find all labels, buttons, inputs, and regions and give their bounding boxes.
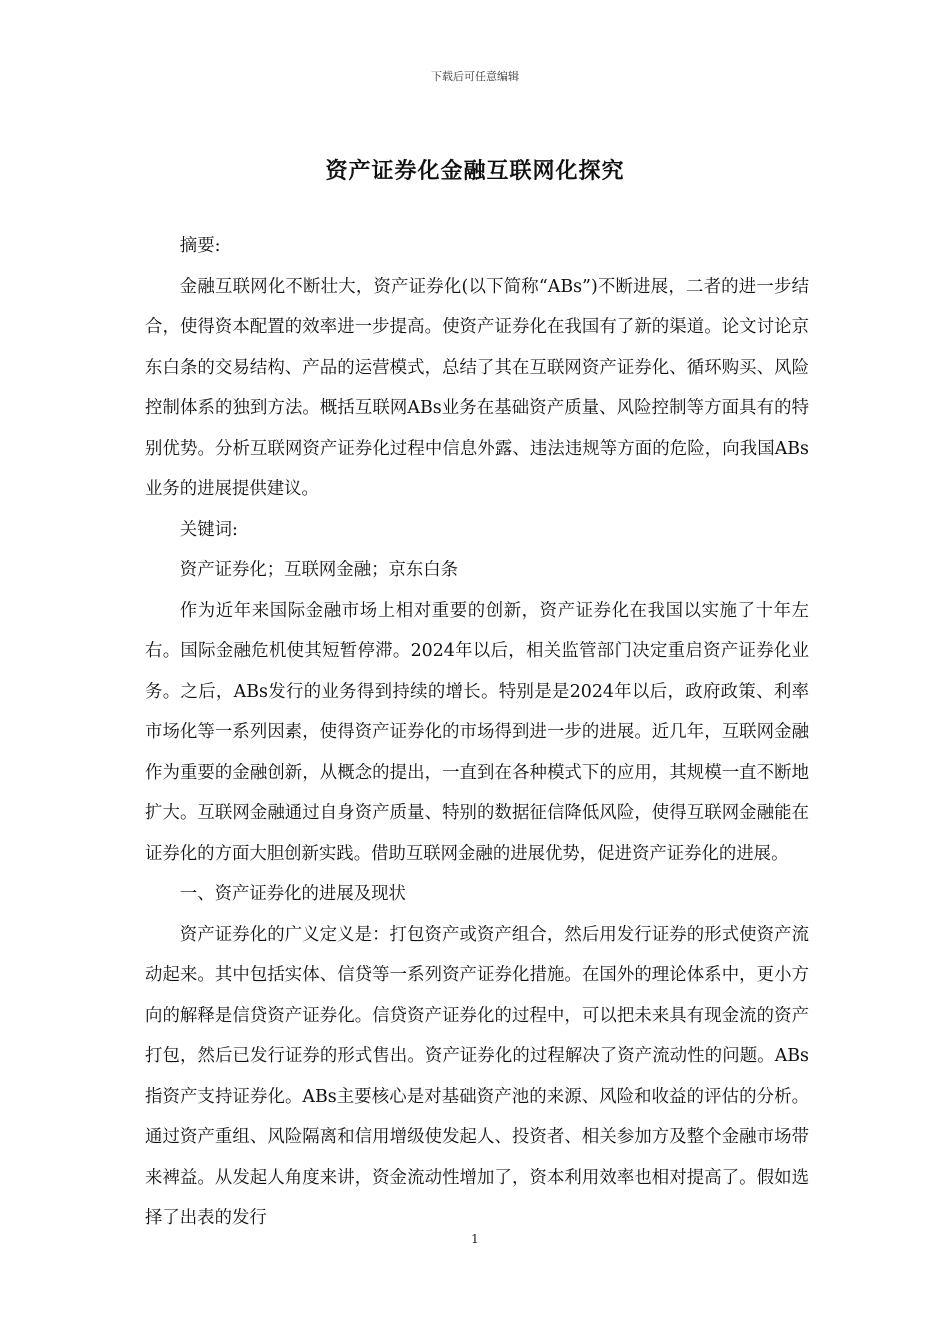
abstract-paragraph: 金融互联网化不断壮大，资产证券化(以下简称“ABs”)不断进展，二者的进一步结合，使得资本配置的效率进一步提高。使资产证券化在我国有了新的渠道。论文讨论京东白条的交易结构、产品的运营模式，总结了其在互联网资产证券化、循环购买、风险控制体系的独到方法。概括互联网ABs业务在基础资产质量、风险控制等方面具有的特别优势。分析互联网资产证券化过程中信息外露、违法违规等方面的危险，向我国ABs业务的进展提供建议。 <box>145 276 809 499</box>
keywords-heading: 关键词: <box>179 519 238 540</box>
keywords-list: 资产证券化；互联网金融；京东白条 <box>179 560 459 580</box>
section-1-paragraph: 资产证券化的广义定义是：打包资产或资产组合，然后用发行证券的形式使资产流动起来。其中包括实体、信贷等一系列资产证券化措施。在国外的理论体系中，更小方向的解释是信贷资产证券化。信贷资产证券化的过程中，可以把未来具有现金流的资产打包，然后已发行证券的形式售出。资产证券化的过程解决了资产流动性的问题。ABs指资产支持证券化。ABs主要核心是对基础资产池的来源、风险和收益的评估的分析。通过资产重组、风险隔离和信用增级使发起人、投资者、相关参加方及整个金融市场带来裨益。从发起人角度来讲，资金流动性增加了，资本利用效率也相对提高了。假如选择了出表的发行 <box>145 924 809 1228</box>
abstract-heading: 摘要: <box>179 236 221 256</box>
intro-paragraph: 作为近年来国际金融市场上相对重要的创新，资产证券化在我国以实施了十年左右。国际金融危机使其短暂停滞。2024年以后，相关监管部门决定重启资产证券化业务。之后，ABs发行的业务得到持续的增长。特别是是2024年以后，政府政策、利率市场化等一系列因素，使得资产证券化的市场得到进一步的进展。近几年，互联网金融作为重要的金融创新，从概念的提出，一直到在各种模式下的应用，其规模一直不断地扩大。互联网金融通过自身资产质量、特别的数据征信降低风险，使得互联网金融能在证券化的方面大胆创新实践。借助互联网金融的进展优势，促进资产证券化的进展。 <box>145 600 809 864</box>
page-number: 1 <box>471 1232 479 1246</box>
page-header-note: 下载后可任意编辑 <box>431 70 519 83</box>
document-body <box>145 226 809 1239</box>
section-heading-1: 一、资产证券化的进展及现状 <box>179 884 406 904</box>
document-title: 资产证券化金融互联网化探究 <box>325 158 625 184</box>
